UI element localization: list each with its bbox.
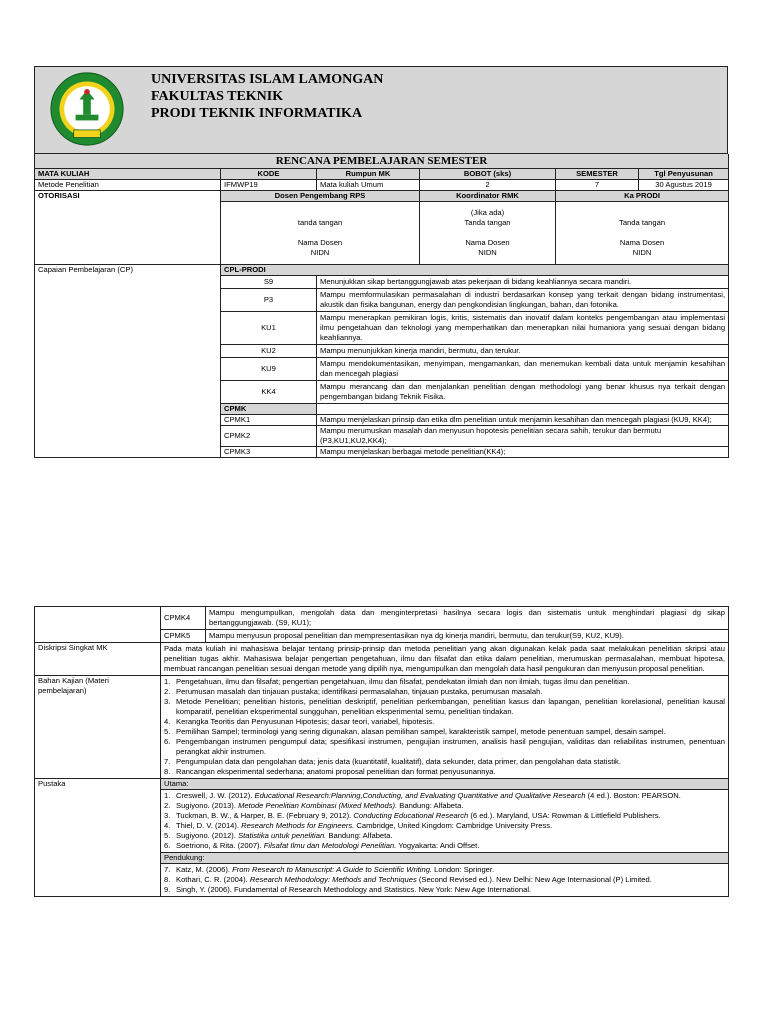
- bahan-kajian-item: [164, 737, 725, 757]
- ref-publisher: London: Springer.: [432, 865, 495, 874]
- utama-label: Utama:: [164, 779, 189, 788]
- item-number: 7.: [164, 757, 171, 766]
- otorisasi-col3: Ka PRODI: [556, 191, 729, 202]
- ref-number: 2.: [164, 801, 171, 810]
- bahan-kajian-list: [161, 676, 729, 779]
- cpl-code: KU1: [221, 312, 317, 345]
- ref-publisher: (4 ed.). Boston: PEARSON.: [585, 791, 681, 800]
- course-code: IFMWP19: [221, 180, 317, 191]
- item-text: Perumusan masalah dan tinjauan pustaka; identifikasi permasalahan, tinjauan pustaka, perumusan masalah.: [176, 687, 543, 696]
- ref-text: [176, 885, 725, 895]
- ref-author: Katz, M. (2006).: [176, 865, 233, 874]
- ref-author: Sugiyono. (2012).: [176, 831, 239, 840]
- rps-page-2: [34, 606, 728, 897]
- cpl-text: Menunjukkan sikap bertanggungjawab atas pekerjaan di bidang keahliannya secara mandiri.: [317, 276, 729, 289]
- pustaka-label: Pustaka: [35, 779, 161, 897]
- ref-author: Tuckman, B. W., & Harper, B. E. (February 9, 2012).: [176, 811, 354, 820]
- item-text: Pengembangan instrumen pengumpul data; spesifikasi instrumen, pengujian instrumen, analisis hasil pengujian, validitas dan reliabilitas instrumen, penentuan perangkat akhir instrumen.: [176, 737, 725, 756]
- cpmk-text: Mampu merumuskan masalah dan menyusun hopotesis penelitian secara sahih, terukur dan bermutu (P3,KU1,KU2,KK4);: [317, 426, 729, 447]
- ref-title: Research Methodology: Methods and Techniques: [249, 875, 417, 884]
- jika-ada-note: (Jika ada): [470, 208, 505, 217]
- ref-author: Sugiyono. (2013).: [176, 801, 239, 810]
- bahan-kajian-item: [164, 717, 725, 727]
- ref-number: 9.: [164, 885, 171, 894]
- ref-number: 6.: [164, 841, 171, 850]
- cpmk-code: CPMK4: [161, 607, 206, 630]
- pustaka-utama-label: [161, 779, 729, 790]
- cpl-text: Mampu memformulasikan permasalahan di industri berdasarkan konsep yang terkait dengan bidang instrumentasi, akustik dan fisika bangunan, energy dan pengkondisian lingkungan, bahan, dan fotonika.: [317, 289, 729, 312]
- reference-item: [164, 841, 725, 851]
- cp-label: Capaian Pembelajaran (CP): [35, 265, 221, 458]
- cpl-text: Mampu menunjukkan kinerja mandiri, bermutu, dan terukur.: [317, 345, 729, 358]
- item-number: 2.: [164, 687, 171, 696]
- cpmk-text: Mampu menjelaskan berbagai metode penelitian(KK4);: [317, 447, 729, 458]
- col-kode: KODE: [221, 169, 317, 180]
- col-tgl: Tgl Penyusunan: [639, 169, 729, 180]
- deskripsi-text: Pada mata kuliah ini mahasiswa belajar tentang prinsip-prinsip dan metoda penelitian yang akan digunakan kelak pada saat melakukan penelitian skripsi atau penelitian tugas akhir. Mahasiswa belajar pengertian pengetahuan, ilmu dan filsafat dan etika dalam penelitian, merumuskan permasalahan, membuat hipotesa, membuat rancangan penelitian sesuai dengan metode yang dipilih nya, mengumpulkan dan mengolah data hasil pengukuran dan menyusun proposal penelitian.: [161, 643, 729, 676]
- ref-number: 8.: [164, 875, 171, 884]
- bahan-kajian-item: [164, 677, 725, 687]
- course-group: Mata kuliah Umum: [317, 180, 420, 191]
- cpmk-header: CPMK: [221, 404, 317, 415]
- ref-text: [176, 865, 725, 875]
- faculty-name: FAKULTAS TEKNIK: [151, 89, 284, 104]
- signature-dosen: [221, 202, 420, 265]
- ref-publisher: Yogyakarta: Andi Offset.: [396, 841, 480, 850]
- cpl-code: KU2: [221, 345, 317, 358]
- reference-item: [164, 811, 725, 821]
- ref-text: [176, 801, 725, 811]
- ref-title: Conducting Educational Research: [353, 811, 469, 820]
- bahan-kajian-item: [164, 757, 725, 767]
- ref-author: Soetriono, & Rita. (2007).: [176, 841, 264, 850]
- ref-number: 1.: [164, 791, 171, 800]
- item-number: 4.: [164, 717, 171, 726]
- ref-title: Filsafat Ilmu dan Metodologi Penelitian.: [263, 841, 397, 850]
- ref-text: [176, 821, 725, 831]
- ref-author: Creswell, J. W. (2012).: [176, 791, 255, 800]
- signer-nidn: NIDN: [478, 248, 497, 257]
- item-number: 3.: [164, 697, 171, 706]
- ref-text: [176, 811, 725, 821]
- item-number: 1.: [164, 677, 171, 686]
- course-credits: 2: [420, 180, 556, 191]
- item-number: 5.: [164, 727, 171, 736]
- ref-author: Thiel, D. V. (2014).: [176, 821, 242, 830]
- signature-label: Tanda tangan: [619, 218, 666, 227]
- rps-table-continued: [34, 606, 729, 897]
- signature-label: Tanda tangan: [464, 218, 511, 227]
- document-title: RENCANA PEMBELAJARAN SEMESTER: [35, 154, 729, 169]
- deskripsi-label: Diskripsi Singkat MK: [35, 643, 161, 676]
- bahan-kajian-item: [164, 697, 725, 717]
- pustaka-pendukung-list: [161, 864, 729, 897]
- otorisasi-col2: Koordinator RMK: [420, 191, 556, 202]
- signer-name: Nama Dosen: [297, 238, 343, 247]
- cpmk-text: Mampu menjelaskan prinsip dan etika dlm penelitian untuk menjamin kesahihan dan mencegah plagiasi (KU9, KK4);: [317, 415, 729, 426]
- institution-names: [151, 71, 383, 122]
- reference-item: [164, 791, 725, 801]
- ref-title: Statistika untuk penelitian.: [238, 831, 327, 840]
- course-semester: 7: [556, 180, 639, 191]
- capaian-pembelajaran-section: [35, 265, 729, 458]
- reference-item: [164, 821, 725, 831]
- bahan-kajian-item: [164, 727, 725, 737]
- otorisasi-label: OTORISASI: [35, 191, 221, 265]
- signer-nidn: NIDN: [310, 248, 330, 257]
- cpmk-code: CPMK3: [221, 447, 317, 458]
- bahan-kajian-item: [164, 687, 725, 697]
- reference-item: [164, 831, 725, 841]
- cpl-code: KU9: [221, 358, 317, 381]
- ref-number: 7.: [164, 865, 171, 874]
- cpl-prodi-header: CPL-PRODI: [221, 265, 729, 276]
- ref-number: 3.: [164, 811, 171, 820]
- university-name: UNIVERSITAS ISLAM LAMONGAN: [151, 72, 384, 87]
- rps-table: [34, 154, 729, 458]
- cpmk-continued: [35, 607, 729, 643]
- ref-publisher: (6 ed.). Maryland, USA: Rowman & Littlefield Publishers.: [468, 811, 661, 820]
- ref-title: Metode Penelitian Kombinasi (Mixed Methods).: [238, 801, 398, 810]
- institution-header: [34, 66, 728, 154]
- cpmk-code: CPMK2: [221, 426, 317, 447]
- cpmk-code: CPMK1: [221, 415, 317, 426]
- course-date: 30 Agustus 2019: [639, 180, 729, 191]
- item-number: 8.: [164, 767, 171, 776]
- col-bobot: BOBOT (sks): [420, 169, 556, 180]
- signature-koordinator: [420, 202, 556, 265]
- cpl-text: Mampu mendokumentasikan, menyimpan, mengamankan, dan menemukan kembali data untuk menjamin kesahihan dan mencegah plagiasi: [317, 358, 729, 381]
- ref-title: From Research to Manuscript: A Guide to Scientific Writing.: [232, 865, 433, 874]
- university-logo-icon: [49, 69, 125, 149]
- ref-author: Singh, Y. (2006). Fundamental of Research Methodology and Statistics. New York: New Age International.: [176, 885, 532, 894]
- prodi-name: PRODI TEKNIK INFORMATIKA: [151, 106, 363, 121]
- ref-number: 5.: [164, 831, 171, 840]
- item-text: Kerangka Teoritis dan Penyusunan Hipotesis; dasar teori, variabel, hipotesis.: [176, 717, 435, 726]
- ref-title: Research Methods for Engineers.: [241, 821, 355, 830]
- item-text: Pemilihan Sampel; terminologi yang sering digunakan, alasan pemilihan sampel, karakteristik sampel, metode penentuan sampel, desain sampel.: [176, 727, 666, 736]
- ref-publisher: Bandung: Alfabeta.: [326, 831, 393, 840]
- col-mata-kuliah: MATA KULIAH: [35, 169, 221, 180]
- col-semester: SEMESTER: [556, 169, 639, 180]
- signer-name: Nama Dosen: [465, 238, 510, 247]
- bahan-kajian-item: [164, 767, 725, 777]
- cpl-text: Mampu menerapkan pemikiran logis, kritis, sistematis dan inovatif dalam konteks pengembangan atau implementasi ilmu pengetahuan dan teknologi yang memperhatikan dan menerapkan nilai humaniora yang sesuai dengan bidang keahliannya.: [317, 312, 729, 345]
- cpl-code: KK4: [221, 381, 317, 404]
- ref-number: 4.: [164, 821, 171, 830]
- ref-text: [176, 841, 725, 851]
- ref-publisher: (Second Revised ed.). New Delhi: New Age Internasional (P) Limited.: [416, 875, 652, 884]
- ref-publisher: Cambridge, United Kingdom: Cambridge University Press.: [354, 821, 553, 830]
- ref-publisher: Bandung: Alfabeta.: [397, 801, 464, 810]
- ref-text: [176, 791, 725, 801]
- ref-title: Educational Research:Planning,Conducting, and Evaluating Quantitative and Qualitative Research: [254, 791, 586, 800]
- otorisasi-col1: Dosen Pengembang RPS: [221, 191, 420, 202]
- signature-kaprodi: [556, 202, 729, 265]
- signer-name: Nama Dosen: [619, 238, 665, 247]
- signer-nidn: NIDN: [632, 248, 652, 257]
- reference-item: [164, 865, 725, 875]
- course-name: Metode Penelitian: [35, 180, 221, 191]
- signature-label: tanda tangan: [297, 218, 343, 227]
- bahan-kajian-label: Bahan Kajian (Materi pembelajaran): [35, 676, 161, 779]
- col-rumpun: Rumpun MK: [317, 169, 420, 180]
- ref-author: Kothari, C. R. (2004).: [176, 875, 250, 884]
- cpmk-text: Mampu menyusun proposal penelitian dan mempresentasikan nya dg kinerja mandiri, bermutu, dan terukur(S9, KU2, KU9).: [206, 630, 729, 643]
- item-text: Rancangan eksperimental sederhana; anatomi proposal penelitian dan format penyusunannya.: [176, 767, 496, 776]
- cpl-text: Mampu merancang dan dan menjalankan penelitian dengan methodologi yang benar khusus nya terkait dengan pengembangan bidang Teknik Fisika.: [317, 381, 729, 404]
- rps-page-1: [34, 66, 728, 458]
- cpmk-code: CPMK5: [161, 630, 206, 643]
- cp-continued-label: [35, 607, 161, 643]
- pustaka-utama-list: [161, 790, 729, 853]
- pustaka-pendukung-label: [161, 853, 729, 864]
- cpl-code: S9: [221, 276, 317, 289]
- item-number: 6.: [164, 737, 171, 746]
- reference-item: [164, 875, 725, 885]
- pendukung-label: Pendukung:: [164, 853, 205, 862]
- ref-text: [176, 875, 725, 885]
- reference-item: [164, 885, 725, 895]
- item-text: Pengumpulan data dan pengolahan data; jenis data (kuantitatif, kualitatif), data sekunder, data primer, dan pengolahan data statistik.: [176, 757, 621, 766]
- reference-item: [164, 801, 725, 811]
- item-text: Metode Penelitian; penelitian historis, penelitian deskriptif, penelitian perkembangan, penelitian kasus dan lapangan, penelitian korelasional, penelitian kausal komparatif, penelitian eksperimental sungguhan, penelitian eksperimental semu, penelitian tindakan.: [176, 697, 725, 716]
- cpmk-header-empty: [317, 404, 729, 415]
- cpmk-text: Mampu mengumpulkan, mengolah data dan menginterpretasi hasilnya secara logis dan sistematis untuk menghindari plagiasi dg sikap bertanggungjawab. (S9, KU1);: [206, 607, 729, 630]
- cpmk-row: [35, 607, 729, 630]
- item-text: Pengetahuan, ilmu dan filsafat; pengertian pengetahuan, ilmu dan filsafat, pendekatan ilmiah dan non ilmiah, tugas ilmu dan penelitian.: [176, 677, 630, 686]
- cpl-code: P3: [221, 289, 317, 312]
- ref-text: [176, 831, 725, 841]
